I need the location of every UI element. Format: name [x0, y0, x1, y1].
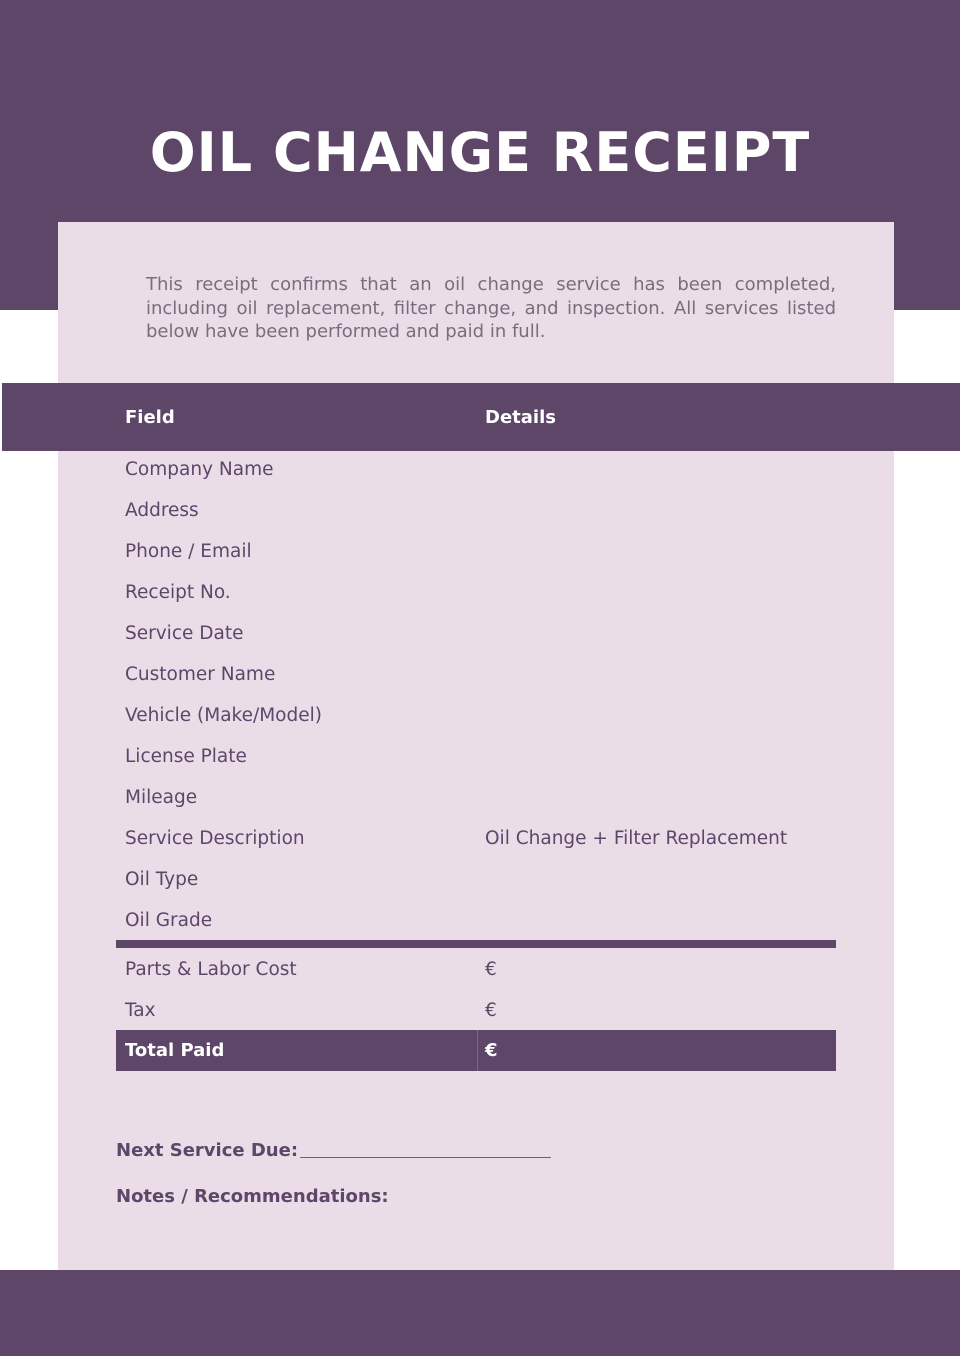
receipt-rows	[116, 448, 836, 940]
row-label: Oil Grade	[125, 910, 213, 931]
column-header-details: Details	[485, 407, 556, 428]
row-label: Address	[125, 500, 199, 521]
table-row-phone-email	[116, 530, 836, 571]
table-row-receipt-no	[116, 571, 836, 612]
receipt-title: OIL CHANGE RECEIPT	[149, 121, 811, 184]
row-label: Parts & Labor Cost	[125, 959, 297, 980]
total-paid-row	[116, 1030, 836, 1071]
footer-band	[0, 1270, 960, 1356]
table-row-oil-grade	[116, 899, 836, 940]
cost-rows	[116, 948, 836, 1030]
row-label: Customer Name	[125, 664, 276, 685]
total-value[interactable]: €	[485, 1040, 498, 1061]
row-value[interactable]: €	[485, 1000, 497, 1021]
table-row-parts-labor	[116, 948, 836, 989]
table-row-tax	[116, 989, 836, 1030]
table-row-vehicle	[116, 694, 836, 735]
total-column-separator	[477, 1030, 478, 1071]
row-label: Oil Type	[125, 869, 199, 890]
total-label: Total Paid	[125, 1040, 225, 1061]
row-label: Receipt No.	[125, 582, 231, 603]
table-row-customer-name	[116, 653, 836, 694]
table-row-company-name	[116, 448, 836, 489]
row-label: Phone / Email	[125, 541, 252, 562]
row-label: Mileage	[125, 787, 198, 808]
row-label: Tax	[125, 1000, 156, 1021]
row-label: Service Description	[125, 828, 305, 849]
row-label: Vehicle (Make/Model)	[125, 705, 322, 726]
row-label: Company Name	[125, 459, 274, 480]
row-label: Service Date	[125, 623, 244, 644]
intro-paragraph: This receipt confirms that an oil change service has been completed, including oil replacement, filter change, and inspection. All services listed below have been performed and paid in full.	[146, 274, 836, 342]
table-row-service-description	[116, 817, 836, 858]
table-row-license-plate	[116, 735, 836, 776]
next-service-input-line[interactable]	[300, 1157, 551, 1158]
notes-label: Notes / Recommendations:	[116, 1186, 389, 1207]
table-row-mileage	[116, 776, 836, 817]
section-divider	[116, 940, 836, 948]
table-row-oil-type	[116, 858, 836, 899]
row-value[interactable]: Oil Change + Filter Replacement	[485, 828, 788, 849]
next-service-label: Next Service Due:	[116, 1140, 299, 1161]
row-value[interactable]: €	[485, 959, 497, 980]
table-row-address	[116, 489, 836, 530]
column-header-field: Field	[125, 407, 175, 428]
table-row-service-date	[116, 612, 836, 653]
row-label: License Plate	[125, 746, 247, 767]
